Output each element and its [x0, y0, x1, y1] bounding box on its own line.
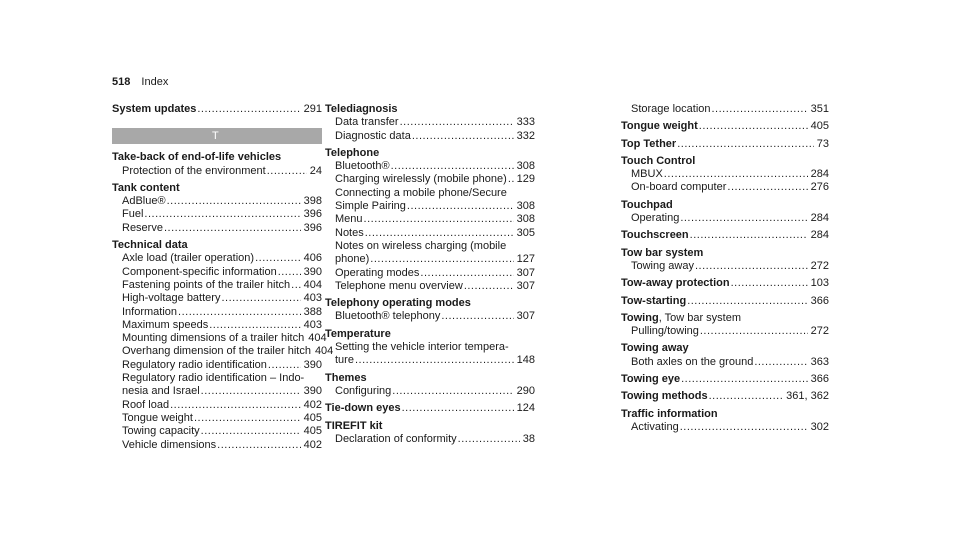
index-term[interactable]: [325, 297, 535, 310]
index-entry-group: [621, 408, 829, 435]
index-entry-group: [621, 120, 829, 133]
leader-dots: [201, 385, 301, 398]
page-ref: 290: [516, 384, 535, 397]
index-subentry[interactable]: [112, 165, 322, 178]
index-subterm: Diagnostic data: [335, 129, 411, 142]
index-subentry[interactable]: [112, 279, 322, 292]
index-term[interactable]: [621, 312, 829, 325]
index-term-text: Temperature: [325, 327, 391, 340]
page-ref: 396: [303, 221, 322, 234]
index-subterm: Both axles on the ground: [631, 355, 754, 368]
leader-dots: [355, 354, 514, 367]
leader-dots: [201, 425, 301, 438]
page-ref: 366: [810, 294, 829, 307]
index-term-text: Telephony operating modes: [325, 297, 471, 310]
index-entry-group: [621, 277, 829, 290]
index-subterm: phone): [335, 253, 370, 266]
leader-dots: [209, 319, 300, 332]
page-ref: 284: [810, 168, 829, 181]
leader-dots: [144, 208, 300, 221]
index-term-text: Themes: [325, 371, 367, 384]
index-subentry[interactable]: [325, 385, 535, 398]
index-entry-group: [112, 151, 322, 178]
index-term: Touchscreen: [621, 229, 689, 242]
index-subentry[interactable]: [112, 412, 322, 425]
index-term: Towing eye: [621, 373, 681, 386]
leader-dots: [754, 356, 807, 369]
index-subentry[interactable]: [325, 433, 535, 446]
index-subentry[interactable]: [112, 399, 322, 412]
index-subentry[interactable]: [325, 354, 535, 367]
leader-dots: [370, 253, 513, 266]
index-subterm: MBUX: [631, 168, 663, 181]
leader-dots: [255, 252, 301, 265]
index-entry-group: [621, 155, 829, 195]
leader-dots: [420, 267, 513, 280]
page-ref: 390: [303, 385, 322, 398]
leader-dots: [402, 402, 514, 415]
leader-dots: [508, 173, 514, 186]
index-term-text: Technical data: [112, 239, 188, 252]
index-subentry[interactable]: [112, 332, 327, 345]
leader-dots: [680, 212, 807, 225]
page-ref: 402: [303, 438, 322, 451]
page-ref: 332: [516, 129, 535, 142]
page-ref: 308: [516, 200, 535, 213]
index-term[interactable]: [621, 342, 829, 355]
leader-dots: [727, 181, 807, 194]
index-term: Tongue weight: [621, 120, 698, 133]
page-ref: 404: [314, 345, 334, 358]
index-subentry[interactable]: [621, 212, 829, 225]
leader-dots: [441, 310, 513, 323]
index-subentry[interactable]: [621, 260, 829, 273]
index-term[interactable]: [112, 182, 322, 195]
index-term[interactable]: [325, 372, 535, 385]
index-term[interactable]: [325, 147, 535, 160]
index-subentry[interactable]: [621, 325, 829, 338]
leader-dots: [170, 399, 301, 412]
leader-dots: [167, 195, 301, 208]
index-entry[interactable]: [621, 138, 829, 151]
index-subterm: nesia and Israel: [122, 385, 200, 398]
page-ref: 390: [303, 265, 322, 278]
index-entry-group: [325, 297, 535, 324]
index-entry-group: [621, 373, 829, 386]
index-subentry[interactable]: [112, 385, 322, 398]
page-ref: 305: [516, 226, 535, 239]
index-subterm: Roof load: [122, 398, 170, 411]
page-ref: 127: [516, 253, 535, 266]
index-entry-group: [112, 182, 322, 235]
index-column-2: [325, 103, 535, 450]
index-subterm: Information: [122, 305, 178, 318]
index-term-text: Towing: [621, 311, 659, 324]
index-subterm: Menu: [335, 213, 363, 226]
page-ref: 366: [810, 373, 829, 386]
page-ref: 388: [303, 305, 322, 318]
index-entry-group: [621, 103, 829, 116]
page-ref: 148: [516, 354, 535, 367]
page-ref: 398: [303, 195, 322, 208]
leader-dots: [464, 280, 514, 293]
page-ref: 390: [303, 358, 322, 371]
leader-dots: [391, 160, 514, 173]
index-entry-group: [325, 328, 535, 368]
index-subterm: Regulatory radio identification: [122, 358, 267, 371]
index-subentry[interactable]: [112, 306, 322, 319]
index-term[interactable]: [621, 408, 829, 421]
index-subentry[interactable]: [325, 130, 535, 143]
index-term-text: Tank content: [112, 181, 180, 194]
index-subterm: Towing away: [631, 259, 694, 272]
index-term[interactable]: [325, 328, 535, 341]
index-entry[interactable]: [621, 277, 829, 290]
page-ref: 406: [303, 252, 322, 265]
index-subentry[interactable]: [112, 345, 334, 358]
index-subentry[interactable]: [325, 253, 535, 266]
page-number: 518: [112, 76, 131, 88]
leader-dots: [400, 116, 514, 129]
index-subentry[interactable]: [112, 319, 322, 332]
page-ref: 73: [816, 137, 829, 150]
index-subterm: Maximum speeds: [122, 318, 209, 331]
leader-dots: [364, 213, 514, 226]
index-entry-group: [325, 103, 535, 143]
page-ref: 403: [303, 292, 322, 305]
index-entry[interactable]: [621, 120, 829, 133]
index-term-text: Towing away: [621, 342, 689, 355]
leader-dots: [712, 103, 808, 116]
page-ref: 284: [810, 229, 829, 242]
index-subterm: On-board computer: [631, 181, 727, 194]
index-subterm: Declaration of conformity: [335, 432, 457, 445]
see-reference[interactable]: , Tow bar system: [658, 311, 742, 324]
page-ref: 291: [303, 103, 322, 115]
index-entry-group: [621, 342, 829, 369]
index-term: Tow-away protection: [621, 277, 730, 290]
index-subterm: Mounting dimensions of a trailer hitch: [122, 332, 305, 345]
letter-header: T: [112, 128, 322, 144]
index-entry[interactable]: [621, 295, 829, 308]
section-title: Index: [141, 76, 169, 88]
index-subterm: Configuring: [335, 384, 392, 397]
index-subentry[interactable]: [325, 267, 535, 280]
index-entry-group: [621, 312, 829, 339]
page-ref: 276: [810, 181, 829, 194]
index-entry-group: [112, 239, 334, 452]
index-column-1: [112, 103, 334, 456]
leader-dots: [699, 120, 808, 133]
leader-dots: [709, 390, 784, 403]
index-subentry[interactable]: [325, 173, 535, 186]
leader-dots: [407, 200, 514, 213]
index-subentry[interactable]: [325, 160, 535, 173]
index-subentry[interactable]: [621, 356, 829, 369]
leader-dots: [197, 103, 300, 116]
page-ref: 272: [810, 259, 829, 272]
index-term-text: Touchpad: [621, 198, 673, 211]
leader-dots: [268, 359, 301, 372]
index-subentry[interactable]: [325, 310, 535, 323]
index-subterm: Activating: [631, 420, 679, 433]
leader-dots: [458, 433, 520, 446]
index-subentry[interactable]: [621, 103, 829, 116]
index-subentry-line: Connecting a mobile phone/Secure: [335, 186, 507, 199]
index-subterm: Fastening points of the trailer hitch: [122, 278, 291, 291]
index-entry[interactable]: [621, 229, 829, 242]
page-ref: 38: [522, 432, 535, 445]
leader-dots: [731, 277, 808, 290]
page-ref: 405: [303, 425, 322, 438]
leader-dots: [677, 138, 814, 151]
leader-dots: [267, 165, 307, 178]
leader-dots: [687, 295, 807, 308]
page-ref: 103: [810, 277, 829, 290]
index-entry[interactable]: [112, 103, 322, 116]
leader-dots: [690, 229, 808, 242]
index-entry-group: [325, 420, 535, 447]
index-subentry-line: Regulatory radio identification – Indo-: [122, 372, 305, 385]
index-entry-group: [621, 138, 829, 151]
page-ref: 402: [303, 398, 322, 411]
index-entry[interactable]: [325, 402, 535, 415]
index-term-text: Telephone: [325, 146, 380, 159]
index-subterm: Data transfer: [335, 116, 399, 129]
leader-dots: [291, 279, 300, 292]
page-ref: 405: [810, 120, 829, 133]
index-subentry[interactable]: [325, 200, 535, 213]
index-term-text: Tow bar system: [621, 246, 704, 259]
page-ref: 404: [303, 278, 322, 291]
index-subterm: Axle load (trailer operation): [122, 252, 255, 265]
index-term[interactable]: [325, 420, 535, 433]
leader-dots: [412, 130, 514, 143]
index-subterm: Charging wirelessly (mobile phone): [335, 173, 507, 186]
leader-dots: [221, 292, 300, 305]
index-subterm: Protection of the environment: [122, 164, 266, 177]
index-subterm: Reserve: [122, 221, 163, 234]
index-term-text: Take-back of end-of-life vehicles: [112, 151, 282, 164]
index-term: Top Tether: [621, 137, 677, 150]
index-term-text: Telediagnosis: [325, 103, 398, 115]
index-subentry-line: Notes on wireless charging (mobile: [335, 239, 507, 252]
index-entry-group: [325, 147, 535, 293]
leader-dots: [178, 306, 301, 319]
index-subentry[interactable]: [621, 168, 829, 181]
index-subterm: Bluetooth®: [335, 160, 390, 173]
page-ref: 403: [303, 318, 322, 331]
index-entry[interactable]: [621, 373, 829, 386]
index-subentry[interactable]: [112, 359, 322, 372]
index-subentry[interactable]: [621, 421, 829, 434]
index-term[interactable]: [112, 239, 322, 252]
leader-dots: [680, 421, 808, 434]
index-entry-group: [325, 372, 535, 399]
index-subterm: Bluetooth® telephony: [335, 310, 441, 323]
index-entry[interactable]: [621, 390, 829, 403]
index-term-text: Traffic information: [621, 407, 718, 420]
page-ref: 284: [810, 212, 829, 225]
leader-dots: [365, 227, 514, 240]
index-subterm: Operating: [631, 212, 680, 225]
index-subentry[interactable]: [112, 208, 322, 221]
leader-dots: [278, 266, 301, 279]
index-subentry[interactable]: [112, 222, 322, 235]
page-ref: 129: [516, 173, 535, 186]
page-ref: 404: [308, 332, 327, 345]
index-entry-group: [621, 295, 829, 308]
index-term-text: Touch Control: [621, 154, 696, 167]
index-term[interactable]: [325, 103, 535, 116]
page-ref: 405: [303, 411, 322, 424]
leader-dots: [217, 439, 300, 452]
index-subterm: Overhang dimension of the trailer hitch: [122, 345, 311, 358]
page-ref: 302: [810, 420, 829, 433]
index-entry-group: [621, 199, 829, 226]
index-subterm: Telephone menu overview: [335, 279, 463, 292]
index-subentry[interactable]: [621, 181, 829, 194]
page-ref: 363: [810, 355, 829, 368]
page-ref: 351: [810, 103, 829, 115]
index-subentry[interactable]: [112, 266, 322, 279]
index-term[interactable]: [621, 199, 829, 212]
index-term[interactable]: [621, 155, 829, 168]
index-subterm: Notes: [335, 226, 364, 239]
index-subentry[interactable]: [325, 227, 535, 240]
index-subterm: Pulling/towing: [631, 325, 699, 338]
index-term[interactable]: [112, 151, 322, 164]
leader-dots: [695, 260, 808, 273]
index-term: Towing methods: [621, 390, 708, 403]
index-term: Tie-down eyes: [325, 402, 401, 415]
index-subentry[interactable]: [325, 116, 535, 129]
leader-dots: [164, 222, 301, 235]
leader-dots: [194, 412, 301, 425]
index-subterm: Simple Pairing: [335, 200, 406, 213]
index-subentry[interactable]: [112, 195, 322, 208]
index-subentry[interactable]: [325, 280, 535, 293]
leader-dots: [700, 325, 808, 338]
index-entry-group: [621, 390, 829, 403]
leader-dots: [664, 168, 808, 181]
index-subterm: Storage location: [631, 103, 711, 115]
index-subterm: AdBlue®: [122, 195, 166, 208]
page-ref: 396: [303, 208, 322, 221]
index-term[interactable]: [621, 247, 829, 260]
page-header: [112, 76, 168, 88]
index-subentry-line: Setting the vehicle interior tempera-: [335, 341, 509, 354]
page-ref: 307: [516, 279, 535, 292]
index-term: System updates: [112, 103, 197, 115]
page-ref: 24: [309, 164, 322, 177]
index-subentry[interactable]: [325, 213, 535, 226]
leader-dots: [681, 373, 808, 386]
index-entry-group: [621, 247, 829, 274]
index-term: Tow-starting: [621, 294, 687, 307]
index-subentry[interactable]: [112, 439, 322, 452]
leader-dots: [392, 385, 513, 398]
index-entry-group: [621, 229, 829, 242]
page-ref: 307: [516, 310, 535, 323]
index-subterm: High-voltage battery: [122, 292, 221, 305]
index-subentry[interactable]: [112, 425, 322, 438]
index-subterm: Operating modes: [335, 266, 420, 279]
index-subterm: Tongue weight: [122, 411, 193, 424]
index-subterm: ture: [335, 354, 354, 367]
index-column-3: [621, 103, 829, 438]
index-subterm: Vehicle dimensions: [122, 438, 217, 451]
page-ref: 272: [810, 325, 829, 338]
index-entry-group: [325, 402, 535, 415]
page-ref: 124: [516, 402, 535, 415]
page-ref: 361, 362: [786, 390, 829, 403]
page-ref: 308: [516, 213, 535, 226]
index-subterm: Component-specific information: [122, 265, 277, 278]
index-subentry[interactable]: [112, 252, 322, 265]
page-ref: 333: [516, 116, 535, 129]
index-subterm: Towing capacity: [122, 425, 200, 438]
page-ref: 307: [516, 266, 535, 279]
index-subterm: Fuel: [122, 208, 144, 221]
index-term-text: TIREFIT kit: [325, 419, 383, 432]
page-ref: 308: [516, 160, 535, 173]
index-subentry[interactable]: [112, 292, 322, 305]
